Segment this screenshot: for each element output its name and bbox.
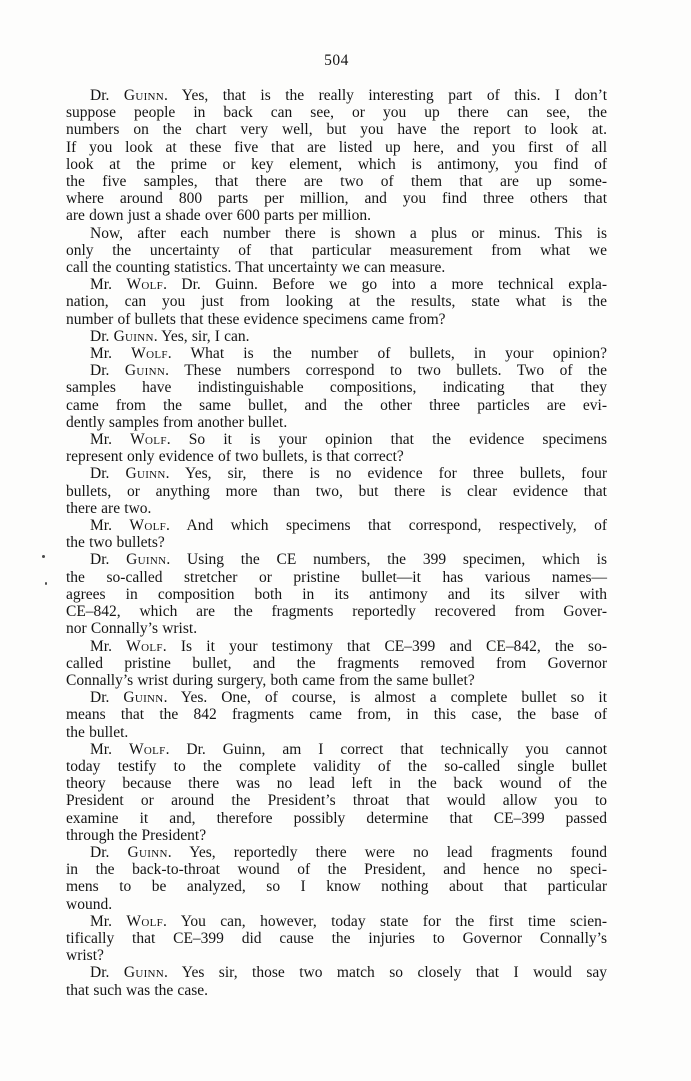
speaker-name: Guinn [123,87,165,104]
paragraph [66,517,607,551]
speaker-name: Wolf [126,276,164,294]
text-line: Mr. Wolf. So it is your opinion that the evidence specimens [90,431,607,449]
speaker-name: Guinn [113,327,154,345]
text-line: means that the 842 fragments came from, in this case, the base of [66,706,607,724]
text-line: Mr. Wolf. And which specimens that correspond, respectively, of [90,517,607,535]
text-line: President or around the President’s throat that would allow you to [66,792,607,810]
text-line: numbers on the chart very well, but you have the report to look at. [66,121,607,139]
speaker-name: Guinn [123,964,165,982]
speaker-name: Wolf [130,431,167,449]
paragraph [66,638,607,690]
text-line: examine it and, therefore possibly determine that CE–399 passed [66,809,607,827]
speaker-name: Guinn [124,362,166,380]
paragraph [66,964,607,998]
text-line: mens to be analyzed, so I know nothing about that particular [66,878,607,896]
speaker-name: Wolf [126,637,163,655]
paragraph [66,844,607,913]
text-line: nation, can you just from looking at the results, state what is the [66,293,607,311]
text-line: represent only evidence of two bullets, is that correct? [66,448,404,466]
text-line: Dr. Guinn. Yes sir, those two match so closely that I would say [90,964,607,982]
speaker-name: Wolf [126,912,164,930]
text-line: call the counting statistics. That uncertainty we can measure. [66,259,446,277]
text-line: are down just a shade over 600 parts per million. [66,207,371,225]
speaker-name: Wolf [131,345,168,363]
text-line: Dr. Guinn. Yes, that is the really interesting part of this. I don’t [90,87,607,104]
text-line: Dr. Guinn. Yes, sir, there is no evidence for three bullets, four [90,465,607,483]
text-line: dently samples from another bullet. [66,413,288,431]
text-line: Mr. Wolf. Is it your testimony that CE–399 and CE–842, the so- [90,637,607,655]
text-line: If you look at these five that are listed up here, and you first of all [66,138,607,156]
text-line: Dr. Guinn. Yes, reportedly there were no lead fragments found [90,843,608,861]
text-line: Dr. Guinn. Yes. One, of course, is almost a complete bullet so it [90,689,607,707]
text-line: CE–842, which are the fragments reportedly recovered from Gover- [66,603,607,621]
text-line: where around 800 parts per million, and you find three others that [66,190,607,208]
text-line: Mr. Wolf. You can, however, today state for the first time scien- [90,912,608,930]
text-line: wrist? [66,947,104,965]
text-line: that such was the case. [66,981,208,999]
text-line: through the President? [66,826,207,844]
text-line: number of bullets that these evidence specimens came from? [66,310,446,328]
text-line: bullets, or anything more than two, but there is clear evidence that [66,482,607,500]
speaker-name: Guinn [126,551,167,569]
text-line: came from the same bullet, and the other three particles are evi- [66,396,607,414]
paragraph [66,345,607,362]
page-number: 504 [324,52,349,69]
paragraph [66,741,607,844]
text-line: Mr. Wolf. Dr. Guinn. Before we go into a more technical expla- [90,276,607,294]
paragraph [66,328,607,345]
text-line: called pristine bullet, and the fragments removed from Governor [66,654,607,672]
text-line: suppose people in back can see, or you up there can see, the [66,104,607,122]
text-line: the bullet. [66,723,129,741]
paragraph [66,913,607,965]
paragraph [66,225,607,277]
text-line: only the uncertainty of that particular measurement from what we [66,241,607,259]
text-line: look at the prime or key element, which is antimony, you find of [66,155,607,173]
text-line: the two bullets? [66,534,165,552]
text-line: nor Connally’s wrist. [66,620,198,638]
scan-speck [45,582,47,585]
text-line: samples have indistinguishable compositions, indicating that they [66,379,607,397]
paragraph [66,689,607,741]
text-line: in the back-to-throat wound of the President, and hence no speci- [66,861,607,879]
text-line: Dr. Guinn. Yes, sir, I can. [90,327,250,345]
text-line: Mr. Wolf. What is the number of bullets, in your opinion? [90,345,608,363]
text-line: agrees in composition both in its antimony and its silver with [66,585,607,603]
transcript-text [66,87,607,999]
paragraph [66,431,607,465]
paragraph [66,551,607,637]
scan-speck [42,555,45,558]
paragraph [66,362,607,431]
text-line: the so-called stretcher or pristine bullet—it has various names— [66,568,607,586]
text-line: today testify to the complete validity of the so-called single bullet [66,757,607,775]
text-line: Mr. Wolf. Dr. Guinn, am I correct that technically you cannot [90,740,607,758]
speaker-name: Guinn [127,843,168,861]
text-line: tifically that CE–399 did cause the injuries to Governor Connally’s [66,929,607,947]
text-line: there are two. [66,499,152,517]
paragraph [66,465,607,517]
speaker-name: Wolf [128,740,166,758]
text-line: wound. [66,895,113,913]
paragraph [66,87,607,225]
text-line: Now, after each number there is shown a plus or minus. This is [90,224,607,242]
speaker-name: Guinn [125,465,166,483]
text-line: Dr. Guinn. Using the CE numbers, the 399 specimen, which is [90,551,608,569]
paragraph [66,276,607,328]
speaker-name: Guinn [123,689,164,707]
text-line: theory because there was no lead left in the back wound of the [66,775,607,793]
text-line: Connally’s wrist during surgery, both came from the same bullet? [66,671,475,689]
text-line: the five samples, that there are two of them that are up some- [66,173,607,191]
speaker-name: Wolf [129,517,167,535]
text-line: Dr. Guinn. These numbers correspond to two bullets. Two of the [90,362,607,380]
